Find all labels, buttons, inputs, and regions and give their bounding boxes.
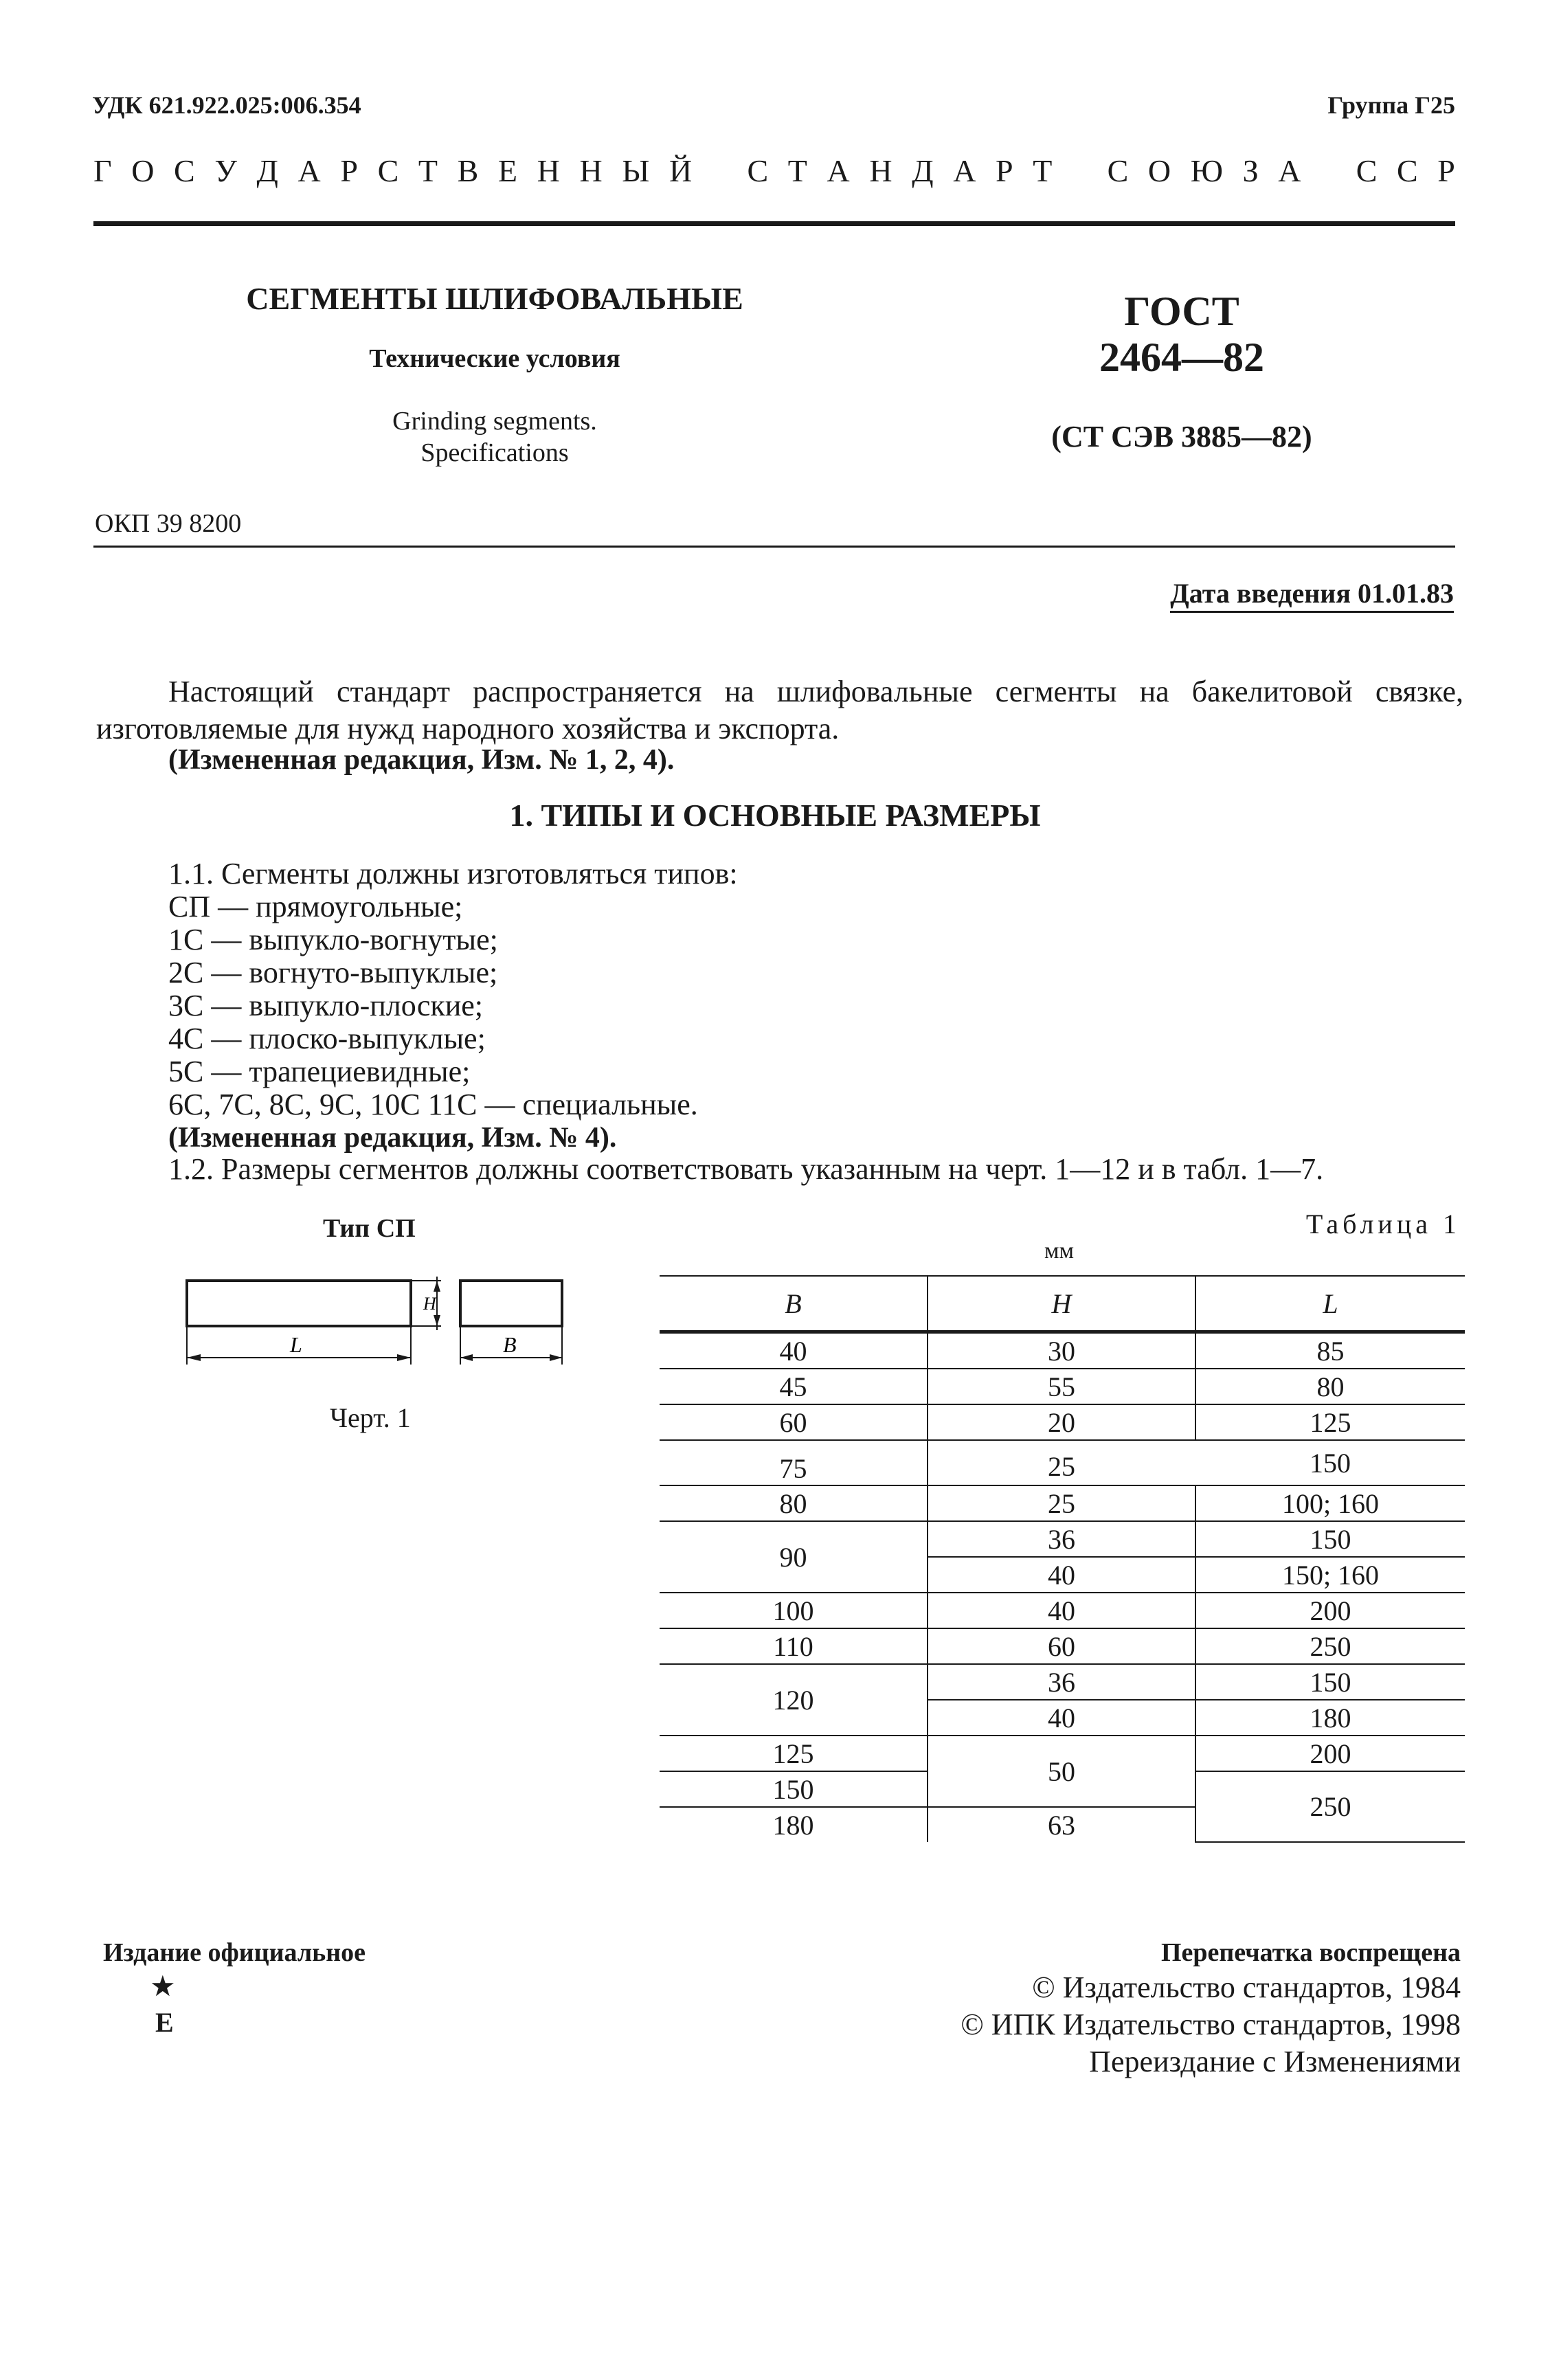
- header-cell-l: L: [1195, 1276, 1465, 1332]
- banner-letter: С: [377, 153, 399, 188]
- reprint-prohibited: Перепечатка воспрещена: [1160, 1938, 1461, 1967]
- banner-letter: О: [1147, 153, 1171, 188]
- st-sev-reference: (СТ СЭВ 3885—82): [1051, 420, 1312, 453]
- banner-letter: Д: [256, 153, 278, 188]
- cell-b: 110: [660, 1628, 928, 1664]
- banner-letter: О: [131, 153, 155, 188]
- cell-h: 36: [928, 1521, 1195, 1557]
- cell-h: 63: [928, 1807, 1195, 1842]
- gost-label: ГОСТ: [1124, 289, 1239, 334]
- cell-b: 120: [660, 1664, 928, 1736]
- banner-letter: А: [827, 153, 850, 188]
- table-row: [660, 1521, 1465, 1557]
- cell-b: 125: [660, 1736, 928, 1771]
- cell-l: 180: [1195, 1700, 1465, 1736]
- banner-letter: С: [174, 153, 195, 188]
- english-title: [234, 405, 756, 469]
- banner-letter: С: [1397, 153, 1418, 188]
- table-row: [660, 1736, 1465, 1771]
- publisher-block: [774, 1969, 1461, 2080]
- segment-end-view: [460, 1281, 562, 1326]
- cell-l: 200: [1195, 1593, 1465, 1628]
- banner-letter: Ю: [1190, 153, 1223, 188]
- banner-letter: Т: [1033, 153, 1053, 188]
- cell-b: 180: [660, 1807, 928, 1842]
- cell-l: 150: [1195, 1664, 1465, 1700]
- title-rule: [93, 546, 1455, 548]
- list-item: 3С — выпукло-плоские;: [168, 989, 484, 1022]
- banner-gap: [1321, 153, 1336, 189]
- segment-drawing: [180, 1268, 579, 1378]
- cell-h: 25: [928, 1440, 1195, 1485]
- banner-letter: Н: [579, 153, 603, 188]
- cell-h: 55: [928, 1369, 1195, 1404]
- banner-letter: Г: [93, 153, 112, 188]
- banner-gap: [712, 153, 728, 189]
- banner-letter: В: [457, 153, 479, 188]
- cell-h: 40: [928, 1557, 1195, 1593]
- list-item: 1.1. Сегменты должны изготовляться типов:: [168, 857, 738, 890]
- document-subtitle: Технические условия: [369, 344, 620, 373]
- cell-h: 50: [928, 1736, 1195, 1807]
- list-item: СП — прямоугольные;: [168, 890, 463, 923]
- cell-b: 75: [660, 1440, 928, 1485]
- gost-number: 2464—82: [1099, 335, 1264, 380]
- cell-b: 45: [660, 1369, 928, 1404]
- banner-letter: Н: [537, 153, 560, 188]
- types-list: [168, 857, 738, 1154]
- cell-l: 150; 160: [1195, 1557, 1465, 1593]
- table-row: [660, 1369, 1465, 1404]
- cell-l: 250: [1195, 1628, 1465, 1664]
- arrow-head: [187, 1354, 201, 1361]
- banner-letter: Т: [418, 153, 438, 188]
- english-title-line1: Grinding segments.: [392, 407, 597, 436]
- dimensions-table: [660, 1275, 1465, 1843]
- date-of-introduction: Дата введения 01.01.83: [1170, 577, 1454, 613]
- paragraph-1-2: 1.2. Размеры сегментов должны соответствовать указанным на черт. 1—12 и в табл. 1—7.: [168, 1152, 1324, 1186]
- star-icon: ★: [150, 1971, 176, 2003]
- list-item: 1С — выпукло-вогнутые;: [168, 923, 498, 956]
- table-header-row: [660, 1276, 1465, 1332]
- section-heading: 1. ТИПЫ И ОСНОВНЫЕ РАЗМЕРЫ: [509, 798, 1041, 833]
- banner-letter: С: [747, 153, 769, 188]
- header-cell-b: B: [660, 1276, 928, 1332]
- banner-letter: Р: [340, 153, 358, 188]
- cell-b: 60: [660, 1404, 928, 1440]
- arrow-head: [550, 1354, 562, 1361]
- cell-l: 100; 160: [1195, 1485, 1465, 1521]
- cell-h: 36: [928, 1664, 1195, 1700]
- copyright-line: © Издательство стандартов, 1984: [1032, 1971, 1461, 2004]
- banner-letter: С: [1107, 153, 1129, 188]
- cell-b: 100: [660, 1593, 928, 1628]
- header-cell-h: H: [928, 1276, 1195, 1332]
- cell-l: 80: [1195, 1369, 1465, 1404]
- banner-letter: Н: [869, 153, 892, 188]
- banner-letter: Й: [669, 153, 693, 188]
- cell-h: 25: [928, 1485, 1195, 1521]
- cell-b: 150: [660, 1771, 928, 1807]
- banner-letter: Т: [787, 153, 807, 188]
- cell-h: 20: [928, 1404, 1195, 1440]
- cell-l: 125: [1195, 1404, 1465, 1440]
- cell-l: 85: [1195, 1332, 1465, 1369]
- edition-letter: Е: [155, 2007, 174, 2038]
- banner-gap: [1072, 153, 1088, 189]
- group-code: Группа Г25: [1327, 91, 1455, 119]
- table-unit: мм: [1044, 1238, 1075, 1264]
- table-row: [660, 1332, 1465, 1369]
- cell-l: 250: [1195, 1771, 1465, 1842]
- table-row: [660, 1404, 1465, 1440]
- cell-l: 150: [1195, 1521, 1465, 1557]
- arrow-head: [434, 1315, 440, 1326]
- list-item: 5С — трапециевидные;: [168, 1055, 471, 1088]
- table-row: [660, 1593, 1465, 1628]
- arrow-head: [434, 1281, 440, 1292]
- dim-label-l: L: [290, 1332, 302, 1357]
- reissue-note: Переиздание с Изменениями: [1089, 2045, 1461, 2078]
- banner-letter: Р: [1437, 153, 1455, 188]
- official-edition: Издание официальное: [103, 1938, 366, 1967]
- table-row: [660, 1664, 1465, 1700]
- figure-type-label: Тип СП: [323, 1214, 416, 1243]
- intro-paragraph: Настоящий стандарт распространяется на шлифовальные сегменты на бакелитовой связке, изготовляемые для нужд народного хозяйства и экспорта.: [96, 675, 1463, 745]
- english-title-line2: Specifications: [420, 438, 569, 467]
- banner-letter: А: [297, 153, 321, 188]
- dim-label-b: B: [503, 1332, 517, 1357]
- banner-letter: А: [1278, 153, 1301, 188]
- banner-letter: З: [1242, 153, 1259, 188]
- standard-banner: [93, 153, 1455, 189]
- banner-letter: Д: [912, 153, 934, 188]
- arrow-head: [397, 1354, 411, 1361]
- list-item: 2С — вогнуто-выпуклые;: [168, 956, 498, 989]
- table-label: Таблица 1: [1305, 1209, 1461, 1239]
- udk-code: УДК 621.922.025:006.354: [92, 91, 361, 119]
- table-row: [660, 1628, 1465, 1664]
- intro-amendment: (Измененная редакция, Изм. № 1, 2, 4).: [168, 744, 675, 776]
- document-title: СЕГМЕНТЫ ШЛИФОВАЛЬНЫЕ: [246, 281, 743, 316]
- cell-h: 40: [928, 1593, 1195, 1628]
- banner-letter: А: [953, 153, 976, 188]
- list-item: 6С, 7С, 8С, 9С, 10С 11С — специальные.: [168, 1088, 698, 1121]
- cell-h: 60: [928, 1628, 1195, 1664]
- dim-label-h: H: [423, 1294, 436, 1314]
- cell-l: 150: [1195, 1440, 1465, 1485]
- cell-b: 90: [660, 1521, 928, 1593]
- arrow-head: [460, 1354, 473, 1361]
- list-amendment: (Измененная редакция, Изм. № 4).: [168, 1122, 617, 1154]
- copyright-line: © ИПК Издательство стандартов, 1998: [961, 2008, 1461, 2041]
- banner-letter: У: [214, 153, 237, 188]
- figure-caption: Черт. 1: [330, 1402, 411, 1433]
- table-row: [660, 1485, 1465, 1521]
- banner-letter: Ы: [622, 153, 650, 188]
- banner-letter: С: [1356, 153, 1378, 188]
- okp-code: ОКП 39 8200: [95, 509, 242, 538]
- list-item: 4С — плоско-выпуклые;: [168, 1022, 486, 1055]
- banner-letter: Е: [497, 153, 517, 188]
- header-rule: [93, 221, 1455, 226]
- segment-side-view: [187, 1281, 411, 1326]
- cell-l: 200: [1195, 1736, 1465, 1771]
- cell-h: 30: [928, 1332, 1195, 1369]
- cell-b: 40: [660, 1332, 928, 1369]
- cell-h: 40: [928, 1700, 1195, 1736]
- banner-letter: Р: [996, 153, 1013, 188]
- cell-b: 80: [660, 1485, 928, 1521]
